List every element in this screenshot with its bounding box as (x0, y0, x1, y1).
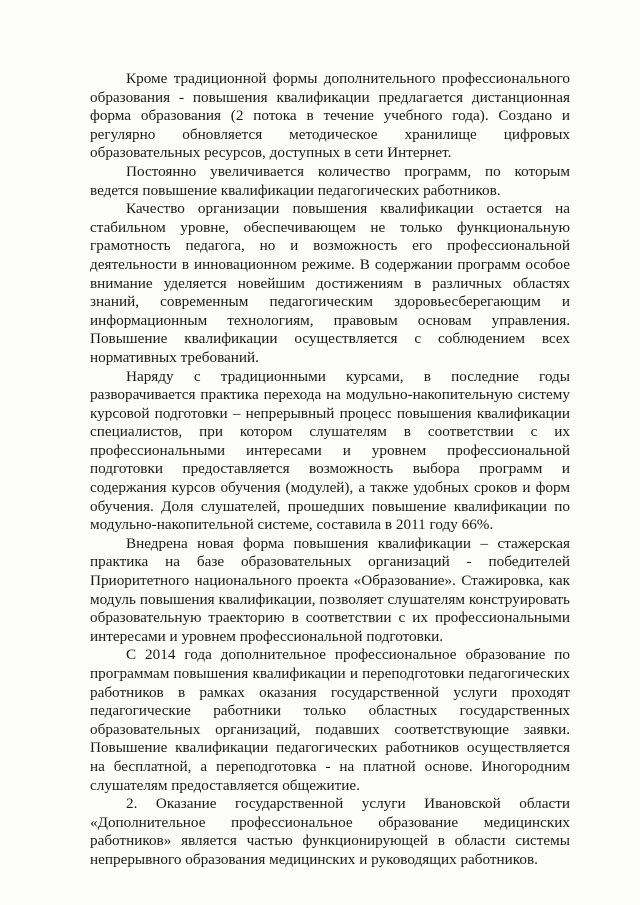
paragraph-programs-count: Постоянно увеличивается количество программ, по которым ведется повышение квалификации педагогических работников. (90, 162, 570, 199)
paragraph-2014-training: С 2014 года дополнительное профессиональное образование по программам повышения квалификации и переподготовки педагогических работников в рамках оказания государственной услуги проходят педагогические работники только областных государственных образовательных организаций, подавших соответствующие заявки. Повышение квалификации педагогических работников осуществляется на бесплатной, а переподготовка - на платной основе. Иногородним слушателям предоставляется общежитие. (90, 646, 570, 794)
paragraph-medical-education: 2. Оказание государственной услуги Ивановской области «Дополнительное профессиональное образование медицинских работников» является частью функционирующей в области системы непрерывного образования медицинских и руководящих работников. (90, 795, 570, 868)
paragraph-modular-system: Наряду с традиционными курсами, в последние годы разворачивается практика перехода на модульно-накопительную систему курсовой подготовки – непрерывный процесс повышения квалификации специалистов, при котором слушателям в соответствии с их профессиональными интересами и уровнем профессиональной подготовки предоставляется возможность выбора программ и содержания курсов обучения (модулей), а также удобных сроков и форм обучения. Доля слушателей, прошедших повышение квалификации по модульно-накопительной системе, составила в 2011 году 66%. (90, 367, 570, 534)
paragraph-quality: Качество организации повышения квалификации остается на стабильном уровне, обеспечивающем не только функциональную грамотность педагога, но и возможность его профессиональной деятельности в инновационном режиме. В содержании программ особое внимание уделяется новейшим достижениям в различных областях знаний, современным педагогическим здоровьесберегающим и информационным технологиям, правовым основам управления. Повышение квалификации осуществляется с соблюдением всех нормативных требований. (90, 200, 570, 366)
paragraph-internship: Внедрена новая форма повышения квалификации – стажерская практика на базе образовательных организаций - победителей Приоритетного национального проекта «Образование». Стажировка, как модуль повышения квалификации, позволяет слушателям конструировать образовательную траекторию в соответствии с их профессиональными интересами и уровнем профессиональной подготовки. (90, 534, 570, 645)
paragraph-distance-learning: Кроме традиционной формы дополнительного профессионального образования - повышения квалификации предлагается дистанционная форма образования (2 потока в течение учебного года). Создано и регулярно обновляется методическое хранилище цифровых образовательных ресурсов, доступных в сети Интернет. (90, 70, 570, 162)
document-body (90, 70, 570, 870)
